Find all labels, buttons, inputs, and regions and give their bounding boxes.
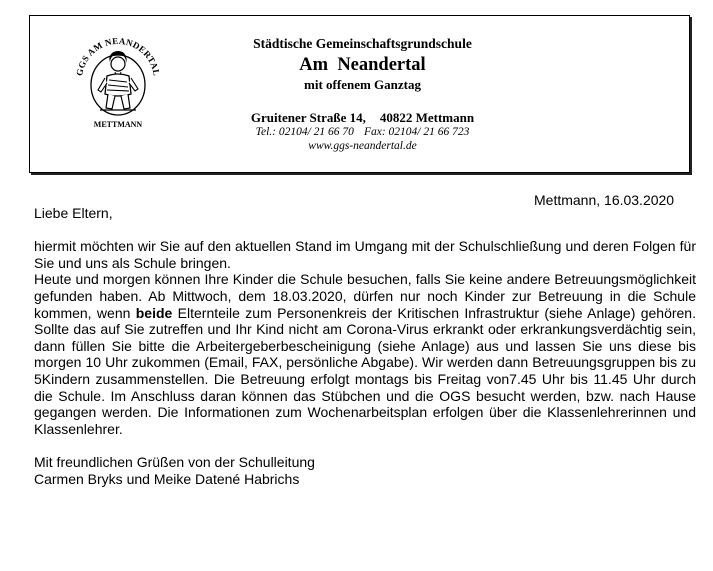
letterhead-text [190, 36, 535, 154]
letter-body [34, 205, 696, 487]
logo-bottom-text: METTMANN [93, 120, 143, 129]
letter-date: Mettmann, 16.03.2020 [534, 192, 675, 208]
school-address [190, 110, 535, 126]
website-link[interactable]: www.ggs-neandertal.de [308, 140, 417, 152]
school-type: Städtische Gemeinschaftsgrundschule [253, 36, 472, 51]
school-logo [70, 28, 166, 136]
school-name: Am Neandertal [299, 55, 426, 75]
logo-top-text: GGS AM NEANDERTAL [74, 35, 162, 77]
fax-number: Fax: 02104/ 21 66 723 [363, 126, 470, 138]
paragraph-part-b: Elternteile zum Personenkreis der Kritischen Infrastruktur (siehe Anlage) gehören. Sollte das auf Sie zutreffen und Ihr Kind nicht am Corona-Virus erkrankt oder erkrankungsverdächtig sein, dann füllen Sie bitte die Arbeitergeberbescheinigung (siehe Anlage) aus und lassen Sie uns diese bis morgen 10 Uhr zukommen (Email, FAX, persönliche Abgabe). Wir werden dann Betreuungsgruppen bis zu 5Kindern zusammenstellen. Die Betreuung erfolgt montags bis Freitag von7.45 Uhr bis 11.45 Uhr durch die Schule. Im Anschluss daran können das Stübchen und die OGS besucht werden, bzw. nach Hause gegangen werden. Die Informationen zum Wochenarbeitsplan erfolgen über die Klassenlehrerinnen und Klassenlehrer. [34, 304, 696, 437]
letterhead-box [29, 15, 690, 173]
address-city: 40822 Mettmann [379, 110, 475, 125]
phone-number: Tel.: 02104/ 21 66 70 [255, 126, 354, 138]
school-subtitle: mit offenem Ganztag [304, 77, 421, 92]
letter-intro: hiermit möchten wir Sie auf den aktuellen Stand im Umgang mit der Schulschließung und deren Folgen für Sie und uns als Schule bringen. [34, 238, 696, 271]
letter-signatories: Carmen Bryks und Meike Datené Habrichs [34, 470, 300, 487]
letter-salutation: Liebe Eltern, [34, 205, 113, 221]
paragraph-emphasis: beide [135, 304, 173, 321]
address-street: Gruitener Straße 14, [250, 110, 366, 125]
letter-main-paragraph [34, 271, 696, 437]
contact-phone-fax [190, 126, 535, 140]
paragraph-part-a: Heute und morgen können Ihre Kinder die Schule besuchen, falls Sie keine andere Betreuungsmöglichkeit gefunden haben. Ab Mittwoch, dem 18.03.2020, dürfen nur noch Kinder zur Betreuung in die Schule kommen, wenn [34, 271, 696, 321]
letter-closing: Mit freundlichen Grüßen von der Schulleitung [34, 453, 315, 470]
